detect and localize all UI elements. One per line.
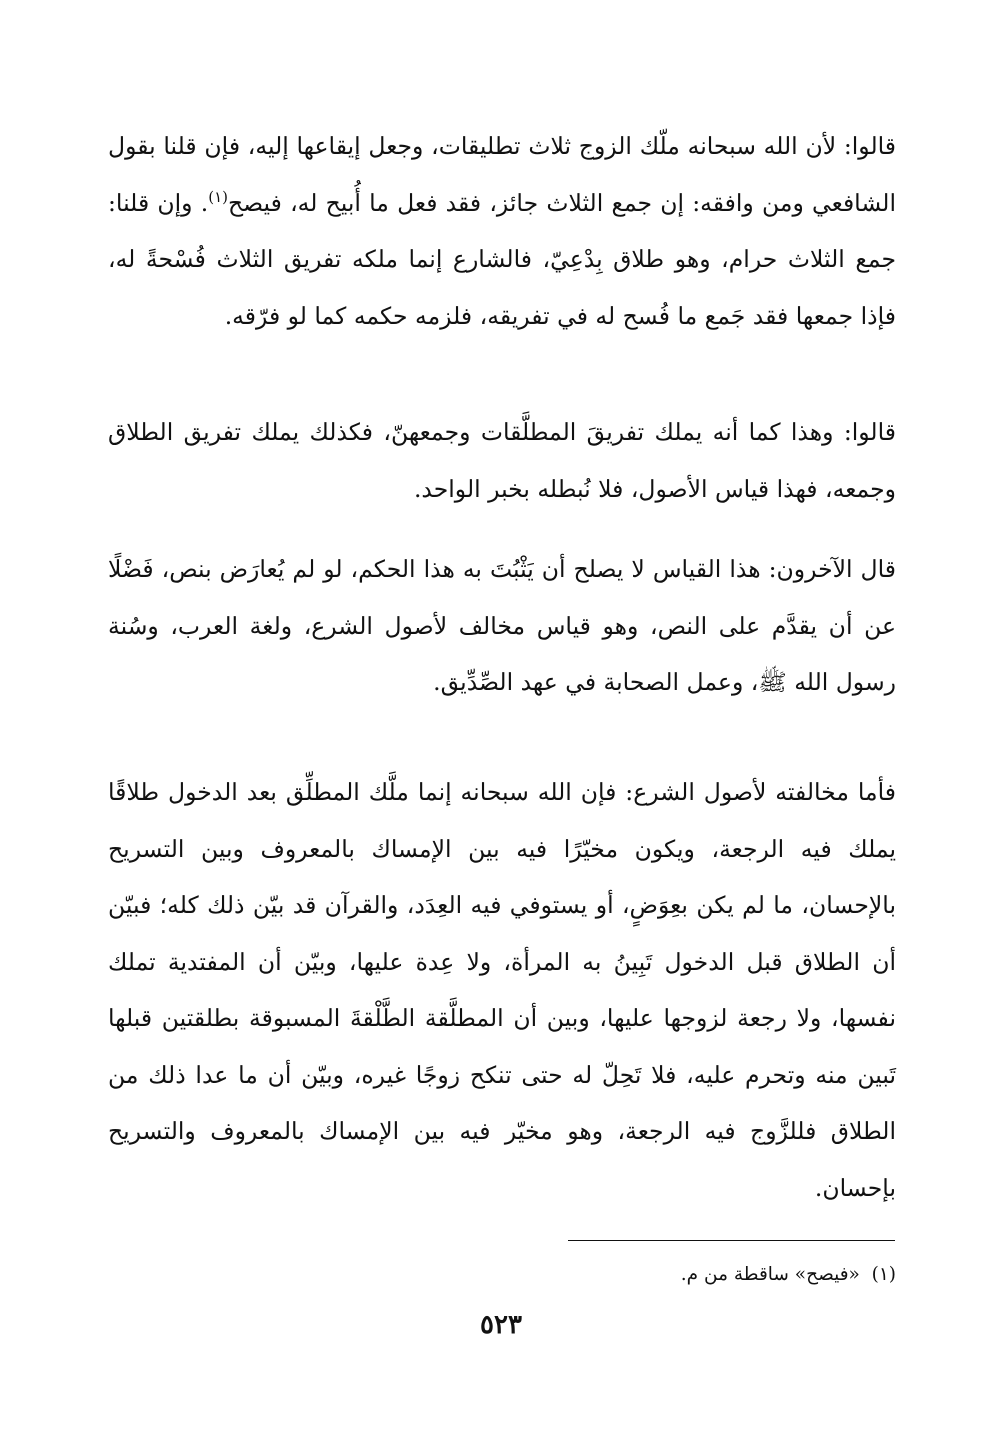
paragraph-2: قالوا: وهذا كما أنه يملك تفريقَ المطلَّقات وجمعهنّ، فكذلك يملك تفريق الطلاق وجمعه، فهذا قياس الأصول، فلا نُبطله بخبر الواحد. — [108, 418, 896, 503]
paragraph-3: قال الآخرون: هذا القياس لا يصلح أن يَثْبُتَ به هذا الحكم، لو لم يُعارَض بنص، فَضْلًا عن أن يقدَّم على النص، وهو قياس مخالف لأصول الشرع، ولغة العرب، وسُنة رسول الله ﷺ، وعمل الصحابة في عهد الصِّدِّيق. — [108, 555, 896, 696]
footnote — [681, 1262, 896, 1288]
paragraph-1 — [108, 118, 896, 344]
paragraph-1-text: قالوا: لأن الله سبحانه ملّك الزوج ثلاث تطليقات، وجعل إيقاعها إليه، فإن قلنا بقول الشافعي ومن وافقه: إن جمع الثلاث جائز، فقد فعل ما أُبيح له، فيصح — [108, 132, 896, 217]
paragraph-1-continuation: . وإن قلنا: جمع الثلاث حرام، وهو طلاق بِدْعِيّ، فالشارع إنما ملكه تفريق الثلاث فُسْحةً له، فإذا جمعها فقد جَمع ما فُسح له في تفريقه، فلزمه حكمه كما لو فرّقه. — [108, 188, 896, 330]
footnote-divider — [568, 1240, 895, 1241]
page-number: ٥٢٣ — [480, 1310, 522, 1340]
footnote-reference: (١) — [208, 187, 228, 206]
paragraph-4: فأما مخالفته لأصول الشرع: فإن الله سبحانه إنما ملَّك المطلِّق بعد الدخول طلاقًا يملك فيه الرجعة، ويكون مخيّرًا فيه بين الإمساك بالمعروف وبين التسريح بالإحسان، ما لم يكن بعِوَضٍ، أو يستوفي فيه العِدَد، والقرآن قد بيّن ذلك كله؛ فبيّن أن الطلاق قبل الدخول تَبِينُ به المرأة، ولا عِدة عليها، وبيّن أن المفتدية تملك نفسها، ولا رجعة لزوجها عليها، وبين أن المطلَّقة الطَّلْقةَ المسبوقة بطلقتين قبلها تَبين منه وتحرم عليه، فلا تَحِلّ له حتى تنكح زوجًا غيره، وبيّن أن ما عدا ذلك من الطلاق فللزَّوج فيه الرجعة، وهو مخيّر فيه بين الإمساك بالمعروف والتسريح بإحسان. — [108, 778, 896, 1202]
footnote-text: «فيصح» ساقطة من م. — [680, 1264, 860, 1285]
footnote-marker: (١) — [871, 1264, 896, 1285]
